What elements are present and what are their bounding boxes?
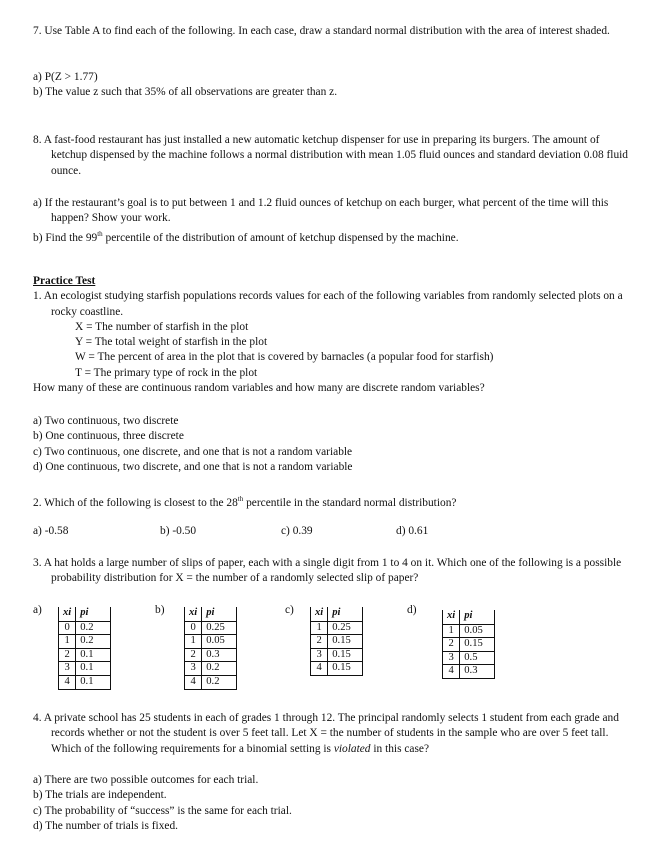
pt-q1-option-b: b) One continuous, three discrete — [33, 430, 184, 443]
pt-q3-table-b-label: b) — [155, 604, 165, 616]
pt-q3 — [33, 556, 638, 587]
table-cell: 0.15 — [328, 635, 363, 649]
pt-q1-option-d: d) One continuous, two discrete, and one that is not a random variable — [33, 460, 353, 473]
table-cell: 0.05 — [202, 635, 237, 649]
q7-parts — [33, 70, 638, 101]
col-p-header: pi — [460, 610, 495, 624]
table-cell: 0.1 — [76, 662, 111, 676]
table-cell: 3 — [311, 648, 328, 662]
table-cell: 3 — [59, 662, 76, 676]
table-cell: 0.05 — [460, 624, 495, 638]
table-cell: 1 — [443, 624, 460, 638]
pt-q1-var-w: W = The percent of area in the plot that is covered by barnacles (a popular food for starfish) — [75, 351, 494, 364]
q7-stem: 7. Use Table A to find each of the following. In each case, draw a standard normal distribution with the area of interest shaded. — [33, 25, 610, 37]
pt-q4-option-c: c) The probability of “success” is the same for each trial. — [33, 804, 292, 817]
table-cell: 0.25 — [328, 621, 363, 635]
pt-q1-var-y: Y = The total weight of starfish in the plot — [75, 336, 268, 349]
table-cell: 0.2 — [202, 675, 237, 689]
q7-part-b: b) The value z such that 35% of all observations are greater than z. — [33, 86, 338, 99]
col-p-header: pi — [328, 607, 363, 621]
pt-q4 — [33, 711, 638, 757]
pt-q2-stem: 2. Which of the following is closest to the 28th percentile in the standard normal distribution? — [33, 495, 457, 509]
pt-q1-options — [33, 414, 638, 475]
question-8 — [33, 133, 638, 179]
pt-q2-option-c: c) 0.39 — [281, 525, 313, 537]
table-cell: 0.15 — [460, 638, 495, 652]
pt-q3-table-d-label: d) — [407, 604, 417, 616]
pt-q1-question: How many of these are continuous random variables and how many are discrete random variables? — [33, 382, 485, 395]
pt-q1-var-t: T = The primary type of rock in the plot — [75, 366, 258, 379]
col-x-header: xi — [443, 610, 460, 624]
pt-q2-option-a: a) -0.58 — [33, 525, 69, 537]
table-cell: 1 — [311, 621, 328, 635]
table-cell: 1 — [185, 635, 202, 649]
practice-test-section — [33, 274, 638, 396]
pt-q4-option-a: a) There are two possible outcomes for each trial. — [33, 774, 259, 786]
table-cell: 0.5 — [460, 651, 495, 665]
q8-part-b: b) Find the 99th percentile of the distribution of amount of ketchup dispensed by the machine. — [33, 229, 459, 244]
table-cell: 0.15 — [328, 648, 363, 662]
pt-q2-option-d: d) 0.61 — [396, 525, 429, 537]
pt-q1-stem: 1. An ecologist studying starfish populations records values for each of the following variables from randomly selected plots on a rocky coastline. — [33, 290, 623, 318]
pt-q3-table-a-label: a) — [33, 604, 42, 616]
table-cell: 0.2 — [202, 662, 237, 676]
col-x-header: xi — [311, 607, 328, 621]
pt-q2-options — [33, 524, 638, 540]
pt-q3-table-a — [58, 607, 111, 690]
table-cell: 4 — [59, 675, 76, 689]
table-cell: 0.1 — [76, 648, 111, 662]
pt-q3-stem: 3. A hat holds a large number of slips of paper, each with a single digit from 1 to 4 on it. Which one of the following is a possible probability distribution for X = the number of a randomly selected slip of paper? — [33, 557, 622, 585]
table-cell: 3 — [185, 662, 202, 676]
question-7 — [33, 24, 638, 39]
table-cell: 0 — [185, 621, 202, 635]
q8-parts — [33, 196, 638, 246]
pt-q3-table-c-label: c) — [285, 604, 294, 616]
table-cell: 0.3 — [202, 648, 237, 662]
col-x-header: xi — [59, 607, 76, 621]
col-p-header: pi — [76, 607, 111, 621]
pt-q3-table-c — [310, 607, 363, 676]
table-cell: 0.15 — [328, 662, 363, 676]
pt-q3-table-b — [184, 607, 237, 690]
table-cell: 2 — [185, 648, 202, 662]
pt-q1-var-x: X = The number of starfish in the plot — [75, 320, 249, 333]
pt-q1-option-c: c) Two continuous, one discrete, and one that is not a random variable — [33, 445, 353, 458]
table-cell: 0 — [59, 621, 76, 635]
pt-q4-option-b: b) The trials are independent. — [33, 789, 167, 802]
table-cell: 4 — [311, 662, 328, 676]
q8-stem: 8. A fast-food restaurant has just installed a new automatic ketchup dispenser for use in preparing its burgers. The amount of ketchup dispensed by the machine follows a normal distribution with mean 1.05 fluid ounces and standard deviation 0.08 fluid ounce. — [33, 134, 629, 177]
table-cell: 2 — [59, 648, 76, 662]
pt-q3-table-d — [442, 610, 495, 679]
table-cell: 0.2 — [76, 635, 111, 649]
pt-q1-option-a: a) Two continuous, two discrete — [33, 415, 179, 427]
table-cell: 0.25 — [202, 621, 237, 635]
table-cell: 4 — [185, 675, 202, 689]
q8-part-a: a) If the restaurant’s goal is to put between 1 and 1.2 fluid ounces of ketchup on each burger, what percent of the time will this happen? Show your work. — [33, 197, 609, 225]
table-cell: 0.1 — [76, 675, 111, 689]
col-p-header: pi — [202, 607, 237, 621]
table-cell: 4 — [443, 665, 460, 679]
table-cell: 3 — [443, 651, 460, 665]
q7-part-a: a) P(Z > 1.77) — [33, 71, 98, 83]
table-cell: 0.2 — [76, 621, 111, 635]
table-cell: 2 — [311, 635, 328, 649]
table-cell: 0.3 — [460, 665, 495, 679]
practice-test-heading: Practice Test — [33, 275, 96, 287]
pt-q2 — [33, 492, 638, 511]
table-cell: 2 — [443, 638, 460, 652]
col-x-header: xi — [185, 607, 202, 621]
pt-q2-option-b: b) -0.50 — [160, 525, 197, 537]
pt-q4-option-d: d) The number of trials is fixed. — [33, 819, 178, 832]
pt-q4-stem: 4. A private school has 25 students in each of grades 1 through 12. The principal randomly selects 1 student from each grade and records whether or not the student is over 5 feet tall. Let X = the number of students in the sample who are over 5 feet tall. Which of the following requirements for a binomial setting is violated in this case? — [33, 712, 619, 755]
pt-q4-options — [33, 773, 638, 834]
table-cell: 1 — [59, 635, 76, 649]
